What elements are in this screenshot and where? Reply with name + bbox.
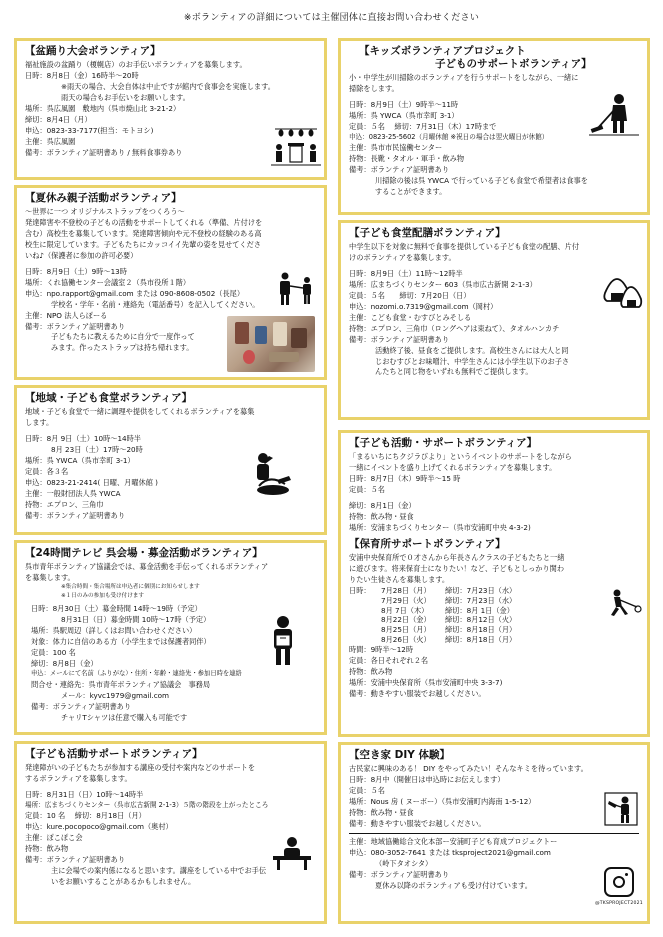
parent-child-icon — [275, 272, 319, 306]
local-desc-2: します。 — [25, 418, 54, 428]
schedule-deadline: 締切：8月18日（月） — [445, 635, 517, 645]
support-desc-2: するボランティアを募集します。 — [25, 774, 132, 784]
diy-title: 【空き家 DIY 体験】 — [349, 749, 451, 761]
activity-desc-1: 「まるいちにちクジラびより」というイベントのサポートをしながら — [349, 452, 572, 462]
local-datetime-2: 8月 23日（土）17時～20時 — [51, 444, 143, 454]
summer-note-2: 子どもたちに教えるために自分で一度作って — [51, 332, 195, 342]
kids-capacity: 定員：５名 締切：7月31日（木）17時まで — [349, 122, 497, 131]
support-host: 主催：ぽこぽこ会 — [25, 832, 83, 842]
bon-deadline: 締切：8月4日（月） — [25, 114, 92, 124]
local-desc-1: 地域・子ども食堂で一緒に調理や提供をしてくれるボランティアを募集 — [25, 407, 255, 417]
schedule-deadline: 締切：8月12日（火） — [445, 615, 517, 625]
tv-desc-1: 呉市青年ボランティア協議会では、募金活動を手伝ってくれるボランティア — [25, 562, 269, 572]
nursery-items: 持物：飲み物 — [349, 667, 393, 677]
nursery-place: 場所：安浦中央保育所（呉市安浦町中央 3-3-7) — [349, 678, 503, 688]
diy-host: 主催：地域協働総合文化本部ー安浦町子ども育成プロジェクトー — [349, 836, 558, 846]
schedule-date: 8月25日（月） — [381, 625, 431, 635]
nursery-schedule-label: 日時： — [349, 585, 371, 595]
support-note-2: 主に会場での案内係になると思います。講座をしている中でお手伝 — [51, 865, 267, 875]
schedule-date: 8月26日（火） — [381, 635, 431, 645]
tv-note-2: チャリTシャツは任意で購入も可能です — [61, 712, 188, 722]
local-datetime-1: 日時：8月 9日（土）10時～14時半 — [25, 434, 141, 443]
support-note-3: いをお願いすることがあるかもしれません。 — [51, 876, 196, 886]
nursery-time: 時間：9時半～12時 — [349, 645, 414, 655]
kids-place: 場所：呉 YWCA（呉市幸町 3-1） — [349, 111, 459, 121]
schedule-deadline: 締切：8月18日（月） — [445, 625, 517, 635]
nursery-desc-3: りたい生徒さんを募集します。 — [349, 574, 450, 584]
running-child-icon — [603, 589, 643, 619]
summer-title: 【夏休み親子活動ボランティア】 — [25, 192, 182, 204]
support-items: 持物：飲み物 — [25, 843, 69, 853]
summer-host: 主催：NPO 法人らぽーる — [25, 310, 108, 320]
diy-place: 場所：Nous 房 ( ヌーボー）（呉市安浦町内海南 1-5-12） — [349, 796, 536, 806]
activity-capacity: 定員：５名 — [349, 484, 385, 494]
nursery-note: 備考：動きやすい服装でお越しください。 — [349, 689, 486, 698]
meal-desc-1: 中学生以下を対象に無料で食事を提供している子ども食堂の配膳、片付 — [349, 242, 580, 252]
schedule-date: 8月22日（金） — [381, 615, 431, 625]
meal-apply: 申込：nozomi.o.7319@gmail.com（岡村） — [349, 301, 498, 311]
support-place: 場所：広まちづくりセンター（呉市広古新開 2-1-3）５階の階段を上がったところ — [25, 800, 269, 809]
kids-title-line2: 子どものサポートボランティア】 — [435, 58, 592, 71]
instagram-handle: @TKSPROJECT2021 — [595, 901, 643, 906]
meal-note-4: んたちと同じ物をいずれも無料でご提供します。 — [375, 367, 533, 377]
tv-small-note-2: ※１日のみの参加も受け付けます — [61, 592, 144, 599]
meal-prep-icon — [249, 450, 295, 504]
cleaning-icon — [589, 93, 639, 137]
schedule-deadline: 締切：7月23日（水） — [445, 585, 517, 595]
tv-title: 【24時間テレビ 呉会場・募金活動ボランティア】 — [25, 547, 263, 559]
support-title: 【子ども活動サポートボランティア】 — [25, 748, 203, 760]
kids-volunteer-project-section — [338, 38, 650, 215]
tv-note: 備考：ボランティア証明書あり — [31, 701, 132, 711]
kids-activity-support-section — [14, 741, 327, 924]
local-capacity: 定員：各３名 — [25, 466, 69, 476]
festival-icon — [271, 123, 321, 171]
diy-note: 備考：動きやすい服装でお越しください。 — [349, 818, 486, 828]
local-place: 場所：呉 YWCA（呉市幸町 3-1） — [25, 455, 135, 465]
bon-desc: 福祉施設の盆踊り（榎幌店）のお手伝いボランティアを募集します。 — [25, 60, 247, 70]
local-title: 【地域・子ども食堂ボランティア】 — [25, 392, 193, 404]
meal-items: 持物：エプロン、三角巾（ロングヘアは束ねて）、タオルハンカチ — [349, 323, 560, 333]
schedule-deadline: 締切：8月 1日（金） — [445, 605, 514, 615]
meal-note-2: 活動終了後、昼食をご提供します。高校生さんには大人と同 — [375, 345, 569, 355]
tv-deadline: 締切：8月8日（金） — [31, 659, 98, 669]
bon-odori-title: 【盆踊り大会ボランティア】 — [25, 45, 161, 57]
tv-small-note-1: ※集合時間・集合場所は申込者に個別にお知らせします — [61, 584, 200, 590]
bon-place: 場所：呉広風園 敷地内（呉市焼山北 3-21-2） — [25, 103, 181, 113]
summer-parent-child-section — [14, 185, 327, 380]
schedule-date: 8月 7日（木） — [381, 605, 429, 615]
diy-apply-name: （岭下タオシタ） — [375, 858, 433, 868]
tv-apply: 申込：メールにて名前（ふりがな）・住所・年齢・連絡先・参加日時を連絡 — [31, 670, 242, 678]
fundraising-icon — [263, 615, 303, 669]
kids-title-line1: 【キッズボランティアプロジェクト — [359, 45, 526, 57]
meal-place: 場所：広まちづくりセンター 603（呉市広古新開 2-1-3） — [349, 279, 537, 289]
bon-odori-section — [14, 38, 327, 180]
meal-desc-2: けのボランティアを募集します。 — [349, 253, 456, 263]
tv-contact: 問合せ・連絡先：呉市青年ボランティア協議会 事務局 — [31, 679, 211, 689]
kids-note-3: することができます。 — [375, 186, 447, 196]
diy-desc: 古民家に興味のある！ DIY をやってみたい！そんなキミを待っています。 — [349, 764, 588, 774]
diy-apply: 申込：080-3052-7641 または tksproject2021@gmail.com — [349, 847, 551, 857]
tv-datetime-1: 日時：8月30日（土）募金時間 14時～19時（予定） — [31, 604, 202, 614]
kids-note-2: 川掃除の後は呉 YWCA で行っている子ども食堂で希望者は食事を — [375, 175, 588, 185]
header-note: ※ボランティアの詳細については主催団体に直接お問い合わせください — [183, 13, 480, 23]
diy-note-2: 夏休み以降のボランティアも受け付けています。 — [375, 880, 532, 890]
diy-items: 持物：飲み物・昼食 — [349, 807, 414, 817]
local-note: 備考：ボランティア証明書あり — [25, 510, 126, 520]
diy-capacity: 定員：５名 — [349, 786, 385, 795]
support-desc-1: 発達障がいの子どもたちが参加する講座の受付や案内などのサポートを — [25, 763, 256, 773]
nursery-schedule — [349, 586, 640, 646]
summer-datetime: 日時：8月9日（土）9時～13時 — [25, 266, 127, 276]
summer-apply-note: 学校名・学年・名前・連絡先（電話番号）を記入してください。 — [51, 299, 260, 309]
instagram-icon — [604, 867, 634, 897]
meal-note: 備考：ボランティア証明書あり — [349, 334, 450, 344]
bon-rain-note: ※雨天の場合、大会自体は中止ですが館内で食事会を実施します。 — [61, 82, 275, 91]
diy-certificate: 備考：ボランティア証明書あり — [349, 869, 450, 879]
activity-deadline: 締切：8月1日（金） — [349, 500, 416, 510]
schedule-date: 7月29日（火） — [381, 595, 431, 605]
kids-note: 備考：ボランティア証明書あり — [349, 164, 450, 174]
diy-section — [338, 742, 650, 924]
tv-capacity: 定員：100 名 — [31, 648, 76, 658]
summer-desc-1: 発達障害や不登校の子どもの活動をサポートしてくれる（準備、片付けを — [25, 218, 263, 228]
meal-capacity: 定員：５名 締切：7月20日（日） — [349, 290, 471, 300]
meal-datetime: 日時：8月9日（土）11時～12時半 — [349, 269, 463, 278]
summer-desc-3: 校生に限定しています。子どもたちにカッコイイ先輩の姿を見せてくださ — [25, 239, 261, 249]
kids-datetime: 日時：8月9日（土）9時半～11時 — [349, 100, 459, 110]
meal-note-3: じおむすびとお味噌汁、中学生さんには小学生以下のお子さ — [375, 356, 570, 366]
24h-tv-section — [14, 540, 327, 735]
nursery-title: 【保育所サポートボランティア】 — [349, 537, 506, 550]
summer-note: 備考：ボランティア証明書あり — [25, 321, 126, 331]
bon-note: 備考：ボランティア証明書あり / 無料食事券あり — [25, 147, 183, 157]
support-note: 備考：ボランティア証明書あり — [25, 854, 126, 864]
rice-ball-icon — [603, 275, 643, 315]
schedule-date: 7月28日（月） — [381, 585, 431, 595]
summer-subtitle: ～世界に一つ オリジナルストラップをつくろう～ — [25, 207, 185, 217]
diy-datetime: 日時：8月中（開催日は申込時にお伝えします） — [349, 775, 505, 785]
activity-place: 場所：安浦まちづくりセンター（呉市安浦町中央 4-3-2) — [349, 522, 531, 532]
local-items: 持物：エプロン、三角巾 — [25, 499, 104, 509]
summer-apply: 申込：npo.rapport@gmail.com または 090-8608-0502（長尾） — [25, 288, 245, 298]
summer-desc-2: 含む）高校生を募集しています。発達障害傾向や元不登校の経験のある高 — [25, 229, 262, 238]
kids-items: 持物：長靴・タオル・軍手・飲み物 — [349, 153, 465, 163]
nursery-capacity: 定員：各日それぞれ２名 — [349, 656, 429, 666]
tv-datetime-2: 8月31日（日）募金時間 10時～17時（予定） — [61, 615, 211, 625]
tv-place: 場所：呉駅周辺（詳しくはお問い合わせください） — [31, 626, 197, 636]
local-kids-cafeteria-section — [14, 385, 327, 535]
summer-desc-4: いね♪（保護者に参加の許可必要） — [25, 250, 138, 260]
kids-apply: 申込：0823-25-5602（月曜休館 ※祝日の場合は翌火曜日が休館） — [349, 132, 549, 141]
bon-rain-note-2: 雨天の場合もお手伝いをお願いします。 — [61, 92, 190, 102]
tv-desc-2: を募集します。 — [25, 573, 75, 583]
tv-target: 対象：体力に自信のある方（小学生までは保護者同伴） — [31, 637, 211, 647]
support-datetime: 日時：8月31日（日）10時～14時半 — [25, 790, 144, 799]
local-apply: 申込：0823-21-2414( 日曜、月曜休館 ) — [25, 477, 158, 487]
activity-items: 持物：飲み物・昼食 — [349, 511, 414, 521]
diy-icon — [603, 791, 639, 827]
bon-datetime: 日時：8月8日（金）16時半～20時 — [25, 71, 139, 81]
bon-apply: 申込：0823-33-7177(担当：モトヨシ) — [25, 125, 154, 135]
activity-title: 【子ども活動・サポートボランティア】 — [349, 437, 538, 449]
tv-email: メール：kyvc1979@gmail.com — [61, 690, 170, 700]
bon-host: 主催：呉広風園 — [25, 136, 76, 146]
activity-datetime: 日時：8月7日（木）9時半～15 時 — [349, 474, 461, 483]
strap-photo — [227, 316, 315, 372]
schedule-deadline: 締切：7月23日（水） — [445, 595, 517, 605]
support-capacity: 定員：10 名 締切：8月18日（月） — [25, 811, 146, 821]
meal-host: 主催：こども食堂・むすびとみそしる — [349, 312, 472, 322]
nursery-desc-2: に遊びます。将来保育士になりたい！など、子どもとしっかり関わ — [349, 563, 565, 573]
summer-place: 場所：くれ協働センター会議室２（呉市役所１階） — [25, 277, 191, 287]
summer-note-3: みます。作ったストラップは持ち帰れます。 — [51, 343, 194, 353]
activity-and-nursery-section — [338, 430, 650, 737]
meal-title: 【子ども食堂配膳ボランティア】 — [349, 227, 506, 239]
nursery-desc-1: 安浦中央保育所で０才さんから年長さんクラスの子どもたちと一緒 — [349, 552, 565, 562]
kids-desc-2: 掃除をします。 — [349, 84, 399, 94]
support-apply: 申込：kure.pocopoco@gmail.com（奥村） — [25, 821, 173, 831]
activity-desc-2: 一緒にイベントを盛り上げてくれるボランティアを募集します。 — [349, 463, 557, 473]
kids-desc-1: 小・中学生が川掃除のボランティアを行うサポートをしながら、一緒に — [349, 73, 579, 83]
desk-guide-icon — [269, 836, 315, 870]
kids-cafeteria-serving-section — [338, 220, 650, 420]
local-host: 主催：一般財団法人呉 YWCA — [25, 488, 121, 498]
kids-host: 主催：呉市市民協働センター — [349, 143, 443, 153]
